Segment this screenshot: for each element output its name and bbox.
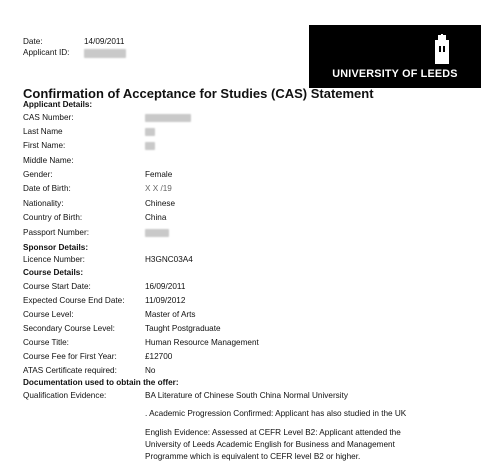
row-label: Passport Number:: [23, 228, 89, 237]
row-label: Country of Birth:: [23, 213, 83, 222]
row-label: Nationality:: [23, 199, 64, 208]
parkinson-tower-icon: [433, 34, 451, 69]
row-label: Date of Birth:: [23, 184, 71, 193]
passport-number-redacted: [145, 229, 169, 237]
row-value: Female: [145, 170, 173, 179]
row-label: Course Fee for First Year:: [23, 352, 117, 361]
row-value: £12700: [145, 352, 173, 361]
section-applicant: Applicant Details:: [23, 100, 93, 109]
row-label: Course Title:: [23, 338, 69, 347]
row-label: First Name:: [23, 141, 66, 150]
row-label: CAS Number:: [23, 113, 74, 122]
evidence-line: . Academic Progression Confirmed: Applicant has also studied in the UK: [145, 409, 407, 418]
section-documentation: Documentation used to obtain the offer:: [23, 378, 179, 387]
evidence-line: Programme which is equivalent to CEFR level B2 or higher.: [145, 452, 361, 461]
evidence-line: University of Leeds Academic English for Business and Management: [145, 440, 395, 449]
row-label: ATAS Certificate required:: [23, 366, 117, 375]
row-value: H3GNC03A4: [145, 255, 193, 264]
section-sponsor: Sponsor Details:: [23, 243, 89, 252]
logo-text: UNIVERSITY OF LEEDS: [332, 68, 458, 80]
row-label: Secondary Course Level:: [23, 324, 115, 333]
row-value: X X /19: [145, 184, 172, 193]
applicant-id-redacted: [84, 49, 126, 58]
date-value: 14/09/2011: [84, 37, 125, 46]
row-label: Licence Number:: [23, 255, 85, 264]
row-label: Gender:: [23, 170, 53, 179]
row-value: China: [145, 213, 167, 222]
evidence-line: BA Literature of Chinese South China Normal University: [145, 391, 348, 400]
row-value: Human Resource Management: [145, 338, 259, 347]
section-course: Course Details:: [23, 268, 84, 277]
first-name-redacted: [145, 142, 155, 150]
row-value: No: [145, 366, 156, 375]
row-value: Chinese: [145, 199, 176, 208]
row-label: Last Name: [23, 127, 63, 136]
document-title: Confirmation of Acceptance for Studies (CAS) Statement: [23, 86, 374, 101]
evidence-line: English Evidence: Assessed at CEFR Level B2: Applicant attended the: [145, 428, 401, 437]
row-label: Expected Course End Date:: [23, 296, 125, 305]
row-value: 16/09/2011: [145, 282, 186, 291]
last-name-redacted: [145, 128, 155, 136]
row-label: Middle Name:: [23, 156, 74, 165]
date-label: Date:: [23, 37, 43, 46]
university-logo: [309, 25, 481, 88]
row-value: Master of Arts: [145, 310, 196, 319]
evidence-label: Qualification Evidence:: [23, 391, 107, 400]
row-value: 11/09/2012: [145, 296, 186, 305]
cas-number-redacted: [145, 114, 191, 122]
applicant-id-label: Applicant ID:: [23, 48, 70, 57]
row-value: Taught Postgraduate: [145, 324, 221, 333]
row-label: Course Start Date:: [23, 282, 91, 291]
row-label: Course Level:: [23, 310, 74, 319]
